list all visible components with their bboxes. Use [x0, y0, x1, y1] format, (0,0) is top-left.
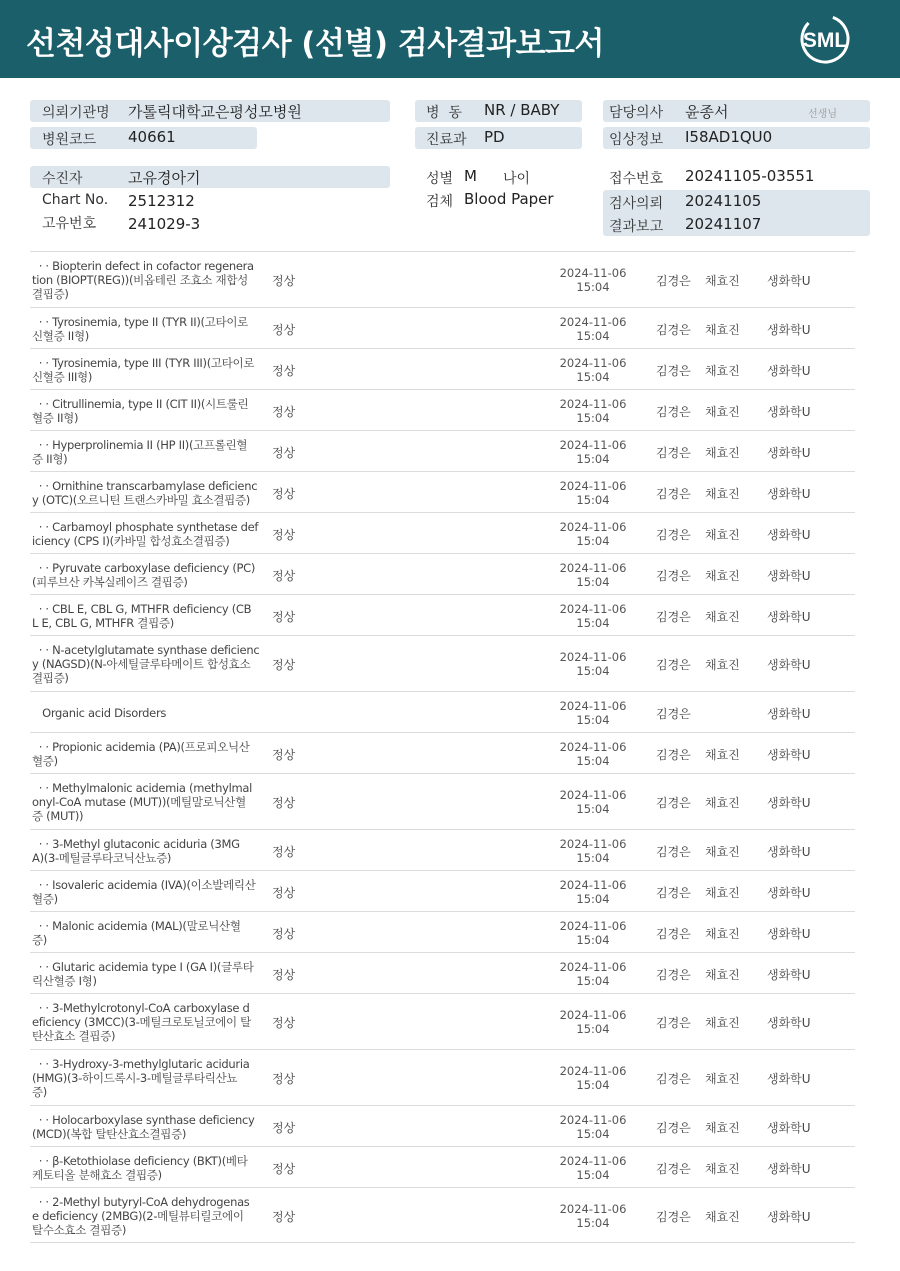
test-name-line: · · Propionic acidemia (PA)(프로피오닉산: [32, 740, 250, 754]
test-name-line: (HMG)(3-하이드록시-3-메틸글루타릭산뇨: [32, 1071, 238, 1085]
specimen-label: 검체: [426, 194, 454, 210]
test-name-line: 결핍증): [32, 671, 69, 685]
result-datetime: [558, 266, 628, 294]
verifier-name: 채효진: [705, 323, 740, 337]
result-value: 정상: [272, 610, 296, 624]
chart-label: Chart No.: [42, 192, 109, 208]
test-name-line: A)(3-메틸글루타코닉산뇨증): [32, 851, 172, 865]
test-name-line: · · Hyperprolinemia II (HP II)(고프롤린혈: [32, 438, 248, 452]
result-datetime: [558, 919, 628, 947]
test-name-line: Organic acid Disorders: [32, 706, 167, 720]
department: 생화학U: [767, 927, 811, 941]
result-date: 2024-11-06: [559, 602, 627, 616]
report-label: 결과보고: [609, 219, 664, 235]
test-name-line: 탈수소효소 결핍증): [32, 1223, 127, 1237]
result-date: 2024-11-06: [559, 1154, 627, 1168]
test-name: [32, 1001, 264, 1043]
result-date: 2024-11-06: [559, 438, 627, 452]
department: 생화학U: [767, 1121, 811, 1135]
tester-name: 김경은: [656, 1072, 691, 1086]
tester-name: 김경은: [656, 446, 691, 460]
test-name-line: · · Ornithine transcarbamylase deficienc: [32, 479, 258, 493]
test-name-line: · · Tyrosinemia, type III (TYR III)(고타이로: [32, 356, 255, 370]
result-value: 정상: [272, 1072, 296, 1086]
result-value: 정상: [272, 364, 296, 378]
test-name: [32, 878, 264, 906]
result-datetime: [558, 837, 628, 865]
result-date: 2024-11-06: [559, 266, 627, 280]
verifier-name: 채효진: [705, 364, 740, 378]
table-row: [30, 348, 855, 389]
department: 생화학U: [767, 845, 811, 859]
result-value: 정상: [272, 845, 296, 859]
clinical-value: I58AD1QU0: [685, 128, 773, 146]
tester-name: 김경은: [656, 707, 691, 721]
tester-name: 김경은: [656, 968, 691, 982]
result-time: 15:04: [576, 933, 610, 947]
chart-value: 2512312: [128, 192, 195, 210]
table-row: [30, 512, 855, 553]
result-value: 정상: [272, 487, 296, 501]
test-name-line: L E, CBL G, MTHFR 결핍증): [32, 616, 174, 630]
result-date: 2024-11-06: [559, 699, 627, 713]
result-value: 정상: [272, 927, 296, 941]
tester-name: 김경은: [656, 886, 691, 900]
test-name: [32, 1057, 264, 1099]
result-time: 15:04: [576, 411, 610, 425]
department: 생화학U: [767, 886, 811, 900]
test-name: [32, 315, 264, 343]
table-row: [30, 635, 855, 691]
report-header: [0, 0, 900, 78]
verifier-name: 채효진: [705, 528, 740, 542]
sex-label: 성별: [426, 171, 454, 187]
department: 생화학U: [767, 405, 811, 419]
table-row: [30, 251, 855, 307]
verifier-name: 채효진: [705, 274, 740, 288]
department: 생화학U: [767, 364, 811, 378]
table-row: [30, 870, 855, 911]
verifier-name: 채효진: [705, 569, 740, 583]
result-datetime: [558, 602, 628, 630]
result-date: 2024-11-06: [559, 837, 627, 851]
test-name-line: · · 3-Methylcrotonyl-CoA carboxylase d: [32, 1001, 250, 1015]
test-name-line: 증 II형): [32, 452, 68, 466]
verifier-name: 채효진: [705, 796, 740, 810]
tester-name: 김경은: [656, 364, 691, 378]
result-time: 15:04: [576, 851, 610, 865]
result-time: 15:04: [576, 280, 610, 294]
result-date: 2024-11-06: [559, 788, 627, 802]
result-value: 정상: [272, 968, 296, 982]
test-name-line: · · Methylmalonic acidemia (methylmal: [32, 781, 253, 795]
table-row: [30, 1105, 855, 1146]
result-date: 2024-11-06: [559, 919, 627, 933]
test-name: [32, 397, 264, 425]
doctor-suffix: 선생님: [808, 109, 837, 120]
table-row: [30, 829, 855, 870]
result-time: 15:04: [576, 802, 610, 816]
table-row: [30, 732, 855, 773]
result-value: 정상: [272, 796, 296, 810]
test-name-line: · · Glutaric acidemia type I (GA I)(글루타: [32, 960, 254, 974]
department: 생화학U: [767, 968, 811, 982]
result-value: 정상: [272, 886, 296, 900]
result-datetime: [558, 1202, 628, 1230]
result-datetime: [558, 1064, 628, 1092]
test-name-line: onyl-CoA mutase (MUT))(메틸말로닉산혈: [32, 795, 246, 809]
request-value: 20241105: [685, 192, 762, 210]
test-name-line: iciency (CPS I)(카바밀 합성효소결핍증): [32, 534, 230, 548]
test-name: [32, 1195, 264, 1237]
test-name: [32, 837, 264, 865]
tester-name: 김경은: [656, 274, 691, 288]
test-name: [32, 960, 264, 988]
verifier-name: 채효진: [705, 845, 740, 859]
result-datetime: [558, 397, 628, 425]
test-name-line: · · Holocarboxylase synthase deficiency: [32, 1113, 255, 1127]
table-row: [30, 911, 855, 952]
test-name: [32, 1154, 264, 1182]
table-row: [30, 993, 855, 1049]
result-time: 15:04: [576, 1078, 610, 1092]
result-value: 정상: [272, 1121, 296, 1135]
result-datetime: [558, 356, 628, 384]
result-date: 2024-11-06: [559, 740, 627, 754]
table-row: [30, 594, 855, 635]
result-time: 15:04: [576, 713, 610, 727]
department: 생화학U: [767, 323, 811, 337]
test-name-line: tion (BIOPT(REG))(비옵테린 조효소 재합성: [32, 273, 248, 287]
result-datetime: [558, 878, 628, 906]
report-value: 20241107: [685, 215, 762, 233]
result-time: 15:04: [576, 616, 610, 630]
result-time: 15:04: [576, 452, 610, 466]
dept-label: 진료과: [426, 132, 467, 148]
result-datetime: [558, 960, 628, 988]
tester-name: 김경은: [656, 1210, 691, 1224]
ward-label: 병 동: [426, 105, 462, 121]
verifier-name: 채효진: [705, 446, 740, 460]
department: 생화학U: [767, 1210, 811, 1224]
result-date: 2024-11-06: [559, 1113, 627, 1127]
result-datetime: [558, 788, 628, 816]
test-name: [32, 740, 264, 768]
verifier-name: 채효진: [705, 487, 740, 501]
verifier-name: 채효진: [705, 927, 740, 941]
test-name: [32, 520, 264, 548]
department: 생화학U: [767, 487, 811, 501]
test-name-line: y (OTC)(오르니틴 트랜스카바밀 효소결핍증): [32, 493, 250, 507]
test-name-line: e deficiency (2MBG)(2-메틸뷰티릴코에이: [32, 1209, 244, 1223]
result-datetime: [558, 438, 628, 466]
tester-name: 김경은: [656, 845, 691, 859]
result-value: 정상: [272, 1162, 296, 1176]
department: 생화학U: [767, 1016, 811, 1030]
test-name-line: (피루브산 카복실레이즈 결핍증): [32, 575, 188, 589]
table-row: [30, 1049, 855, 1105]
result-date: 2024-11-06: [559, 878, 627, 892]
test-name-line: 혈증): [32, 892, 58, 906]
result-date: 2024-11-06: [559, 1064, 627, 1078]
logo-text: SML: [802, 29, 848, 52]
department: 생화학U: [767, 528, 811, 542]
tester-name: 김경은: [656, 528, 691, 542]
table-row: [30, 430, 855, 471]
test-name-line: 릭산혈증 I형): [32, 974, 97, 988]
result-datetime: [558, 479, 628, 507]
table-row: [30, 773, 855, 829]
ward-value: NR / BABY: [484, 101, 560, 119]
dept-value: PD: [484, 128, 505, 146]
test-name-line: · · 3-Methyl glutaconic aciduria (3MG: [32, 837, 240, 851]
test-name-line: · · Isovaleric acidemia (IVA)(이소발레릭산: [32, 878, 256, 892]
table-row: [30, 553, 855, 594]
table-row: [30, 307, 855, 348]
verifier-name: 채효진: [705, 1121, 740, 1135]
test-name: [32, 561, 264, 589]
department: 생화학U: [767, 274, 811, 288]
result-datetime: [558, 1008, 628, 1036]
result-datetime: [558, 699, 628, 727]
result-date: 2024-11-06: [559, 650, 627, 664]
test-name-line: 신혈증 III형): [32, 370, 93, 384]
result-value: 정상: [272, 323, 296, 337]
table-row: [30, 471, 855, 512]
result-time: 15:04: [576, 575, 610, 589]
test-name: [32, 781, 264, 823]
test-name-line: 증): [32, 1085, 47, 1099]
tester-name: 김경은: [656, 748, 691, 762]
result-datetime: [558, 1113, 628, 1141]
patient-label: 수진자: [42, 171, 83, 187]
test-name-line: · · Malonic acidemia (MAL)(말로닉산혈: [32, 919, 241, 933]
result-value: 정상: [272, 1210, 296, 1224]
receipt-value: 20241105-03551: [685, 167, 815, 185]
result-time: 15:04: [576, 329, 610, 343]
test-name-line: · · 3-Hydroxy-3-methylglutaric aciduria: [32, 1057, 250, 1071]
result-value: 정상: [272, 274, 296, 288]
verifier-name: 채효진: [705, 1016, 740, 1030]
test-name: [32, 438, 264, 466]
clinical-label: 임상정보: [609, 132, 664, 148]
unique-value: 241029-3: [128, 215, 201, 233]
department: 생화학U: [767, 748, 811, 762]
result-datetime: [558, 315, 628, 343]
request-label: 검사의뢰: [609, 196, 664, 212]
test-name-line: 결핍증): [32, 287, 69, 301]
test-name: [32, 356, 264, 384]
sex-value: M: [464, 167, 477, 185]
table-row: [30, 1187, 855, 1243]
tester-name: 김경은: [656, 487, 691, 501]
test-name-line: 혈증 II형): [32, 411, 79, 425]
result-value: 정상: [272, 446, 296, 460]
test-name-line: 증 (MUT)): [32, 809, 84, 823]
verifier-name: 채효진: [705, 1162, 740, 1176]
result-date: 2024-11-06: [559, 960, 627, 974]
result-time: 15:04: [576, 754, 610, 768]
result-date: 2024-11-06: [559, 520, 627, 534]
result-time: 15:04: [576, 370, 610, 384]
test-name-line: 혈증): [32, 754, 58, 768]
verifier-name: 채효진: [705, 968, 740, 982]
result-value: 정상: [272, 528, 296, 542]
department: 생화학U: [767, 707, 811, 721]
verifier-name: 채효진: [705, 1210, 740, 1224]
result-datetime: [558, 650, 628, 678]
result-time: 15:04: [576, 1127, 610, 1141]
test-name-line: eficiency (3MCC)(3-메틸크로토닐코에이 탈: [32, 1015, 251, 1029]
test-name-line: 신혈증 II형): [32, 329, 89, 343]
test-name-line: · · Citrullinemia, type II (CIT II)(시트룰린: [32, 397, 249, 411]
specimen-value: Blood Paper: [464, 190, 554, 208]
result-value: 정상: [272, 748, 296, 762]
verifier-name: 채효진: [705, 1072, 740, 1086]
department: 생화학U: [767, 796, 811, 810]
tester-name: 김경은: [656, 405, 691, 419]
test-name: [32, 919, 264, 947]
test-name-line: · · N-acetylglutamate synthase deficienc: [32, 643, 260, 657]
test-name: [32, 643, 264, 685]
age-label: 나이: [503, 171, 531, 187]
result-date: 2024-11-06: [559, 315, 627, 329]
result-value: 정상: [272, 569, 296, 583]
table-row: [30, 952, 855, 993]
result-datetime: [558, 1154, 628, 1182]
test-name-line: (MCD)(복합 탈탄산효소결핍증): [32, 1127, 187, 1141]
tester-name: 김경은: [656, 796, 691, 810]
result-time: 15:04: [576, 534, 610, 548]
result-date: 2024-11-06: [559, 1008, 627, 1022]
test-name: [32, 706, 264, 720]
result-date: 2024-11-06: [559, 561, 627, 575]
verifier-name: 채효진: [705, 748, 740, 762]
hospital-code-label: 병원코드: [42, 132, 97, 148]
table-row: [30, 1146, 855, 1187]
doctor-value: 윤종서: [685, 103, 729, 121]
tester-name: 김경은: [656, 569, 691, 583]
receipt-label: 접수번호: [609, 171, 664, 187]
tester-name: 김경은: [656, 323, 691, 337]
tester-name: 김경은: [656, 610, 691, 624]
result-date: 2024-11-06: [559, 479, 627, 493]
verifier-name: 채효진: [705, 658, 740, 672]
patient-value: 고유경아기: [128, 169, 201, 187]
doctor-label: 담당의사: [609, 105, 664, 121]
test-name: [32, 1113, 264, 1141]
tester-name: 김경은: [656, 658, 691, 672]
table-row: [30, 691, 855, 732]
result-date: 2024-11-06: [559, 356, 627, 370]
test-name: [32, 602, 264, 630]
result-value: 정상: [272, 1016, 296, 1030]
hospital-code-value: 40661: [128, 128, 176, 146]
test-name-line: · · Carbamoyl phosphate synthetase def: [32, 520, 259, 534]
test-name-line: · · β-Ketothiolase deficiency (BKT)(베타: [32, 1154, 248, 1168]
results-table: [30, 251, 855, 1243]
tester-name: 김경은: [656, 1162, 691, 1176]
table-row: [30, 389, 855, 430]
test-name-line: · · Biopterin defect in cofactor regenera: [32, 259, 254, 273]
department: 생화학U: [767, 658, 811, 672]
result-date: 2024-11-06: [559, 397, 627, 411]
test-name-line: 탄산효소 결핍증): [32, 1029, 116, 1043]
test-name-line: · · 2-Methyl butyryl-CoA dehydrogenas: [32, 1195, 250, 1209]
result-date: 2024-11-06: [559, 1202, 627, 1216]
test-name-line: 케토티올 분해효소 결핍증): [32, 1168, 162, 1182]
institution-label: 의뢰기관명: [42, 105, 110, 121]
test-name-line: · · Tyrosinemia, type II (TYR II)(고타이로: [32, 315, 248, 329]
department: 생화학U: [767, 446, 811, 460]
tester-name: 김경은: [656, 927, 691, 941]
verifier-name: 채효진: [705, 610, 740, 624]
test-name-line: y (NAGSD)(N-아세틸글루타메이트 합성효소: [32, 657, 251, 671]
result-time: 15:04: [576, 892, 610, 906]
tester-name: 김경은: [656, 1016, 691, 1030]
result-datetime: [558, 740, 628, 768]
result-time: 15:04: [576, 1022, 610, 1036]
department: 생화학U: [767, 1162, 811, 1176]
result-value: 정상: [272, 658, 296, 672]
tester-name: 김경은: [656, 1121, 691, 1135]
result-datetime: [558, 520, 628, 548]
department: 생화학U: [767, 610, 811, 624]
test-name: [32, 259, 264, 301]
sml-logo: [796, 13, 854, 65]
result-time: 15:04: [576, 664, 610, 678]
test-name-line: 증): [32, 933, 47, 947]
result-time: 15:04: [576, 1168, 610, 1182]
verifier-name: 채효진: [705, 886, 740, 900]
result-value: 정상: [272, 405, 296, 419]
result-time: 15:04: [576, 493, 610, 507]
test-name-line: · · Pyruvate carboxylase deficiency (PC): [32, 561, 256, 575]
test-name-line: · · CBL E, CBL G, MTHFR deficiency (CB: [32, 602, 252, 616]
report-title: 선천성대사이상검사 (선별) 검사결과보고서: [26, 26, 604, 62]
department: 생화학U: [767, 1072, 811, 1086]
department: 생화학U: [767, 569, 811, 583]
patient-pill: [30, 166, 390, 188]
unique-label: 고유번호: [42, 216, 97, 232]
result-time: 15:04: [576, 1216, 610, 1230]
institution-value: 가톨릭대학교은평성모병원: [128, 103, 302, 121]
result-time: 15:04: [576, 974, 610, 988]
result-datetime: [558, 561, 628, 589]
test-name: [32, 479, 264, 507]
verifier-name: 채효진: [705, 405, 740, 419]
